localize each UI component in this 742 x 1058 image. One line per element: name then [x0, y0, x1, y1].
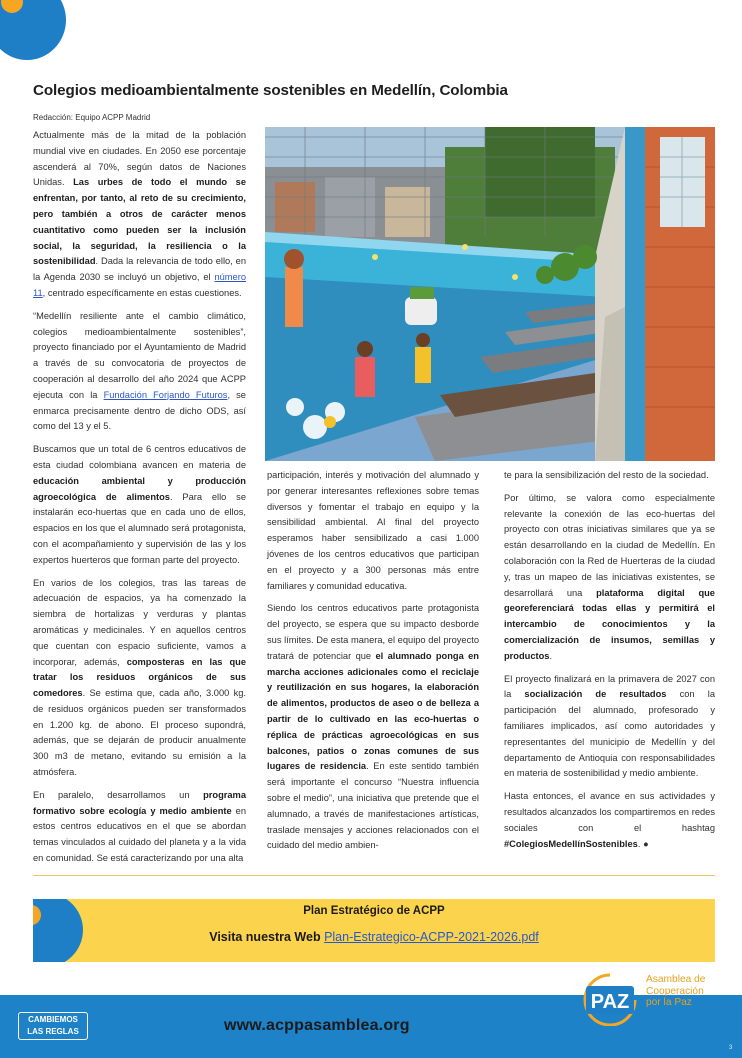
plan-pdf-link[interactable]: Plan-Estrategico-ACPP-2021-2026.pdf — [324, 930, 539, 944]
col2-paragraph-2: Siendo los centros educativos parte protagonista del proyecto, se espera que su impacto desborde sus límites. De esta manera, el equipo del proyecto tratará de potenciar que el alumnado ponga en marcha acciones adicionales como el reciclaje y reutilización en sus hogares, la elaboración de alimentos, productos de aseo o de belleza a partir de lo cultivado en las eco-huertas o réplica de prácticas agroecológicas en sus balcones, patios o zonas comunes de sus lugares de residencia. En este sentido también será importante el concurso “Nuestra influencia sobre el medio”, una iniciativa que pretende que el alumnado, a través de manifestaciones artísticas, traslade mensajes y acciones relacionados con el cuidado del medio ambien- — [267, 603, 479, 851]
article-title: Colegios medioambientalmente sostenibles en Medellín, Colombia — [33, 82, 508, 99]
garden-illustration — [265, 127, 715, 461]
col3-paragraph-3: El proyecto finalizará en la primavera de 2027 con la socialización de resultados con la participación del alumnado, profesorado y familiares implicados, así como autoridades y representantes del municipio de Medellín y del departamento de Antioquia con responsabilidades en materia de sostenibilidad y medio ambiente. — [504, 673, 715, 779]
column-3 — [504, 468, 715, 859]
paz-logo-icon — [580, 972, 640, 1026]
column-1 — [33, 128, 246, 874]
hashtag: #ColegiosMedellínSostenibles — [504, 838, 638, 849]
col1-paragraph-5: En paralelo, desarrollamos un programa formativo sobre ecología y medio ambiente en estos centros educativos en el que se abordan temas vinculados al cuidado del planeta y a la vida en comunidad. Se está caracterizando por una alta — [33, 789, 246, 864]
col1-paragraph-1: Actualmente más de la mitad de la población mundial vive en ciudades. En 2050 ese porcentaje ascenderá al 70%, según datos de Naciones Unidas. Las urbes de todo el mundo se enfrentan, por tanto, al reto de su crecimiento, pero también a otros de carácter menos cuantitativo como pueden ser la inclusión social, la seguridad, la resiliencia o la sostenibilidad. Dada la relevancia de todo ello, en la Agenda 2030 se incluyó un objetivo, el número 11, centrado específicamente en estas cuestiones. — [33, 130, 246, 298]
col3-paragraph-2: Por último, se valora como especialmente relevante la conexión de las eco-huertas del proyecto con otras iniciativas similares que ya se están desarrollando en la ciudad de Medellín. En colaboración con la Red de Huerteras de la ciudad y, tras un mapeo de las iniciativas existentes, se desarrollará una plataforma digital que georeferenciará todas ellas y permitirá el intercambio de conocimientos y la comercialización de insumos, semillas y productos. — [504, 492, 715, 661]
section-divider — [33, 875, 715, 876]
plan-banner — [33, 899, 715, 962]
paz-logo — [580, 972, 640, 1026]
org-name: Asamblea de Cooperación por la Paz — [646, 974, 706, 1008]
cambiemos-las-reglas-badge: CAMBIEMOS LAS REGLAS — [18, 1012, 88, 1040]
corner-decoration — [0, 0, 66, 60]
banner-title: Plan Estratégico de ACPP — [303, 905, 445, 917]
col1-paragraph-4: En varios de los colegios, tras las tareas de adecuación de espacios, ya ha comenzado la siembra de hortalizas y verduras y plantas aromáticas y medicinales. Y en aquellos centros que cuentan con espacio suficiente, vamos a incorporar, además, composteras en las que tratar los residuos orgánicos de sus comedores. Se estima que, cada año, 3.000 kg. de residuos orgánicos pueden ser transformados en 1.200 kg. de abono. El proceso supondrá, además, que se dejarán de producir anualmente 300 m3 de metano, evitando su emisión a la atmósfera. — [33, 577, 247, 778]
website-url[interactable]: www.acppasamblea.org — [224, 1017, 410, 1034]
col1-paragraph-2: “Medellín resiliente ante el cambio climático, colegios medioambientalmente sostenibles”, proyecto financiado por el Ayuntamiento de Madrid a través de su convocatoria de proyectos de cooperación al desarrollo del año 2024 que ACPP ejecuta con la Fundación Forjando Futuros, se enmarca precisamente dentro de dicho ODS, así como del 13 y el 5. — [33, 310, 246, 432]
fundacion-link[interactable]: Fundación Forjando Futuros — [103, 389, 228, 400]
school-garden-photo — [265, 127, 715, 461]
column-2 — [267, 468, 479, 861]
page-number: 3 — [729, 1045, 733, 1051]
col3-paragraph-4: Hasta entonces, el avance en sus actividades y resultados alcanzados los compartiremos en redes sociales con el hashtag #ColegiosMedellínSostenibles. ● — [504, 791, 715, 849]
corner-dot — [1, 0, 23, 13]
col2-paragraph-1: participación, interés y motivación del alumnado y por generar interesantes reflexiones sobre temas diversos y fomentar el trabajo en equipo y la sensibilidad ambiental. Al final del proyecto esperamos haber sensibilizado a casi 1.000 jóvenes de los centros educativos que participan en el proyecto y a 300 personas más entre familiares y comunidad educativa. — [267, 470, 479, 591]
sdg-11-link[interactable]: número 11 — [33, 272, 246, 298]
col1-paragraph-3: Buscamos que un total de 6 centros educativos de esta ciudad colombiana avancen en materia de educación ambiental y producción agroecológica de alimentos. Para ello se instalarán eco-huertas que en cada uno de ellos, espacios en los que el alumnado será protagonista, con el acompañamiento y supervisión de las y los expertos huerteros que forman parte del proyecto. — [33, 444, 246, 565]
col3-paragraph-1: te para la sensibilización del resto de la sociedad. — [504, 470, 709, 480]
paz-logo-word: PAZ — [590, 991, 630, 1013]
banner-visit-line: Visita nuestra Web Plan-Estrategico-ACPP-2021-2026.pdf — [209, 930, 539, 944]
byline: Redacción: Equipo ACPP Madrid — [33, 113, 151, 122]
